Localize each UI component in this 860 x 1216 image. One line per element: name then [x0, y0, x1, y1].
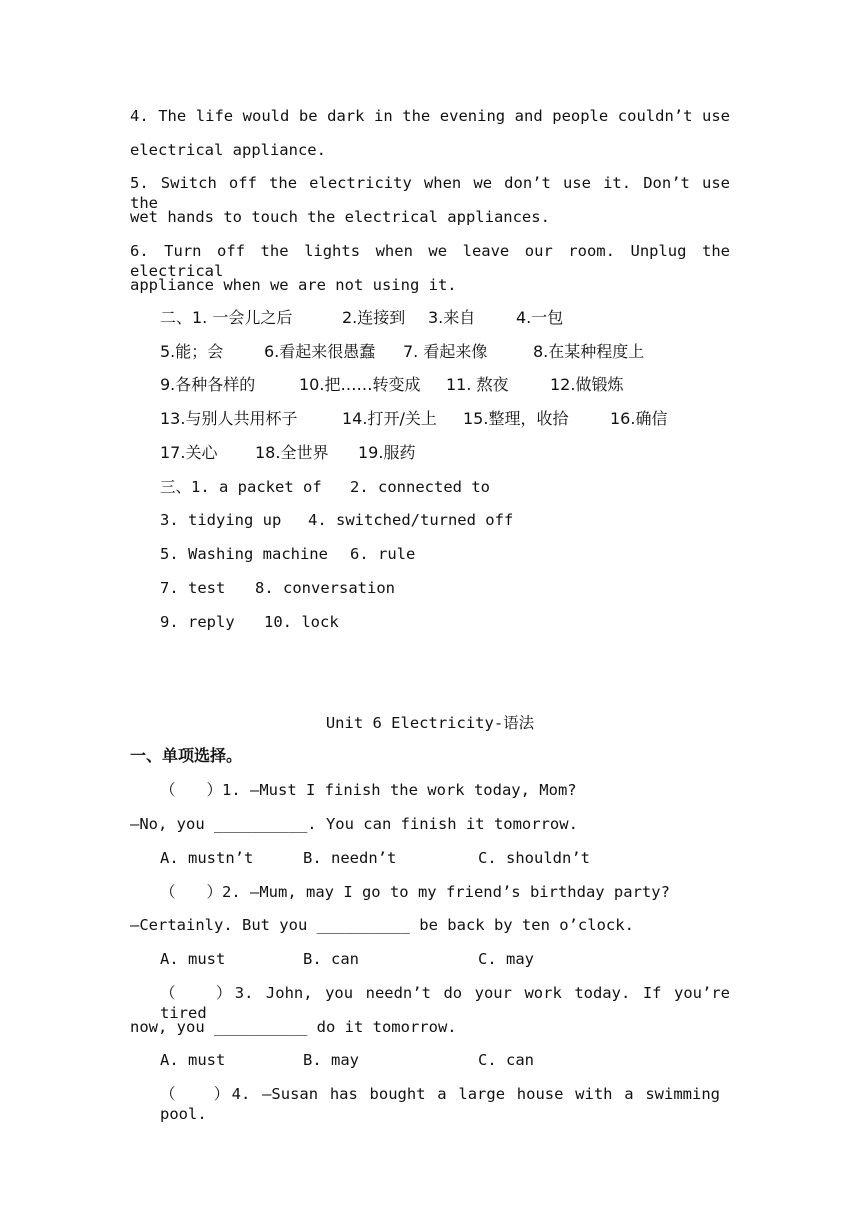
answer-item: 9.各种各样的 [160, 375, 256, 394]
question-stem: （ ）4. —Susan has bought a large house with a swimming pool. [160, 1085, 720, 1123]
answer-item: 5. Washing machine [160, 545, 328, 563]
answer-item: 14.打开/关上 [342, 409, 437, 428]
answer-item: 4.一包 [516, 308, 564, 327]
unit-title: Unit 6 Electricity-语法 [325, 714, 535, 732]
answer-line: 4. The life would be dark in the evening and people couldn’t use [130, 107, 730, 125]
option-c: C. may [478, 950, 534, 968]
answer-item: 7. test [160, 579, 226, 597]
answer-line: electrical appliance. [130, 141, 326, 159]
answer-item: 8. conversation [255, 579, 395, 597]
option-b: B. may [303, 1051, 359, 1069]
answer-item: 5.能；会 [160, 342, 224, 361]
option-a: A. must [160, 1051, 226, 1069]
option-c: C. can [478, 1051, 534, 1069]
answer-item: 7. 看起来像 [403, 342, 488, 361]
answer-item: 15.整理，收拾 [463, 409, 569, 428]
question-stem: （ ）1. —Must I finish the work today, Mom? [160, 781, 577, 799]
answer-item: 16.确信 [610, 409, 668, 428]
question-stem: now, you __________ do it tomorrow. [130, 1018, 457, 1036]
answer-item: 13.与别人共用杯子 [160, 409, 298, 428]
answer-line: appliance when we are not using it. [130, 276, 457, 294]
answer-item: 17.关心 [160, 443, 218, 462]
answer-item: 3. tidying up [160, 511, 282, 529]
answer-item: 2. connected to [350, 478, 490, 496]
answer-item: 2.连接到 [342, 308, 406, 327]
answer-item: 三、1. a packet of [160, 478, 322, 496]
question-stem: （ ）3. John, you needn’t do your work today. If you’re tired [160, 984, 730, 1022]
section-heading: 一、单项选择。 [130, 746, 243, 765]
answer-item: 8.在某种程度上 [533, 342, 645, 361]
answer-item: 19.服药 [358, 443, 416, 462]
answer-item: 11. 熬夜 [446, 375, 509, 394]
answer-line: 5. Switch off the electricity when we don’t use it. Don’t use the [130, 174, 730, 212]
option-a: A. must [160, 950, 226, 968]
answer-item: 9. reply [160, 613, 235, 631]
option-b: B. needn’t [303, 849, 397, 867]
answer-line: wet hands to touch the electrical appliances. [130, 208, 550, 226]
option-c: C. shouldn’t [478, 849, 590, 867]
answer-item: 6.看起来很愚蠢 [264, 342, 376, 361]
answer-item: 4. switched/turned off [308, 511, 514, 529]
option-b: B. can [303, 950, 359, 968]
answer-item: 18.全世界 [255, 443, 329, 462]
question-stem: —Certainly. But you __________ be back by ten o’clock. [130, 916, 634, 934]
answer-item: 12.做锻炼 [550, 375, 624, 394]
answer-item: 3.来自 [428, 308, 476, 327]
answer-item: 10.把……转变成 [299, 375, 421, 394]
option-a: A. mustn’t [160, 849, 254, 867]
answer-line: 6. Turn off the lights when we leave our room. Unplug the electrical [130, 242, 730, 280]
answer-item: 6. rule [350, 545, 416, 563]
question-stem: —No, you __________. You can finish it tomorrow. [130, 815, 578, 833]
answer-item: 二、1. 一会儿之后 [160, 308, 293, 327]
answer-item: 10. lock [264, 613, 339, 631]
question-stem: （ ）2. —Mum, may I go to my friend’s birthday party? [160, 883, 670, 901]
